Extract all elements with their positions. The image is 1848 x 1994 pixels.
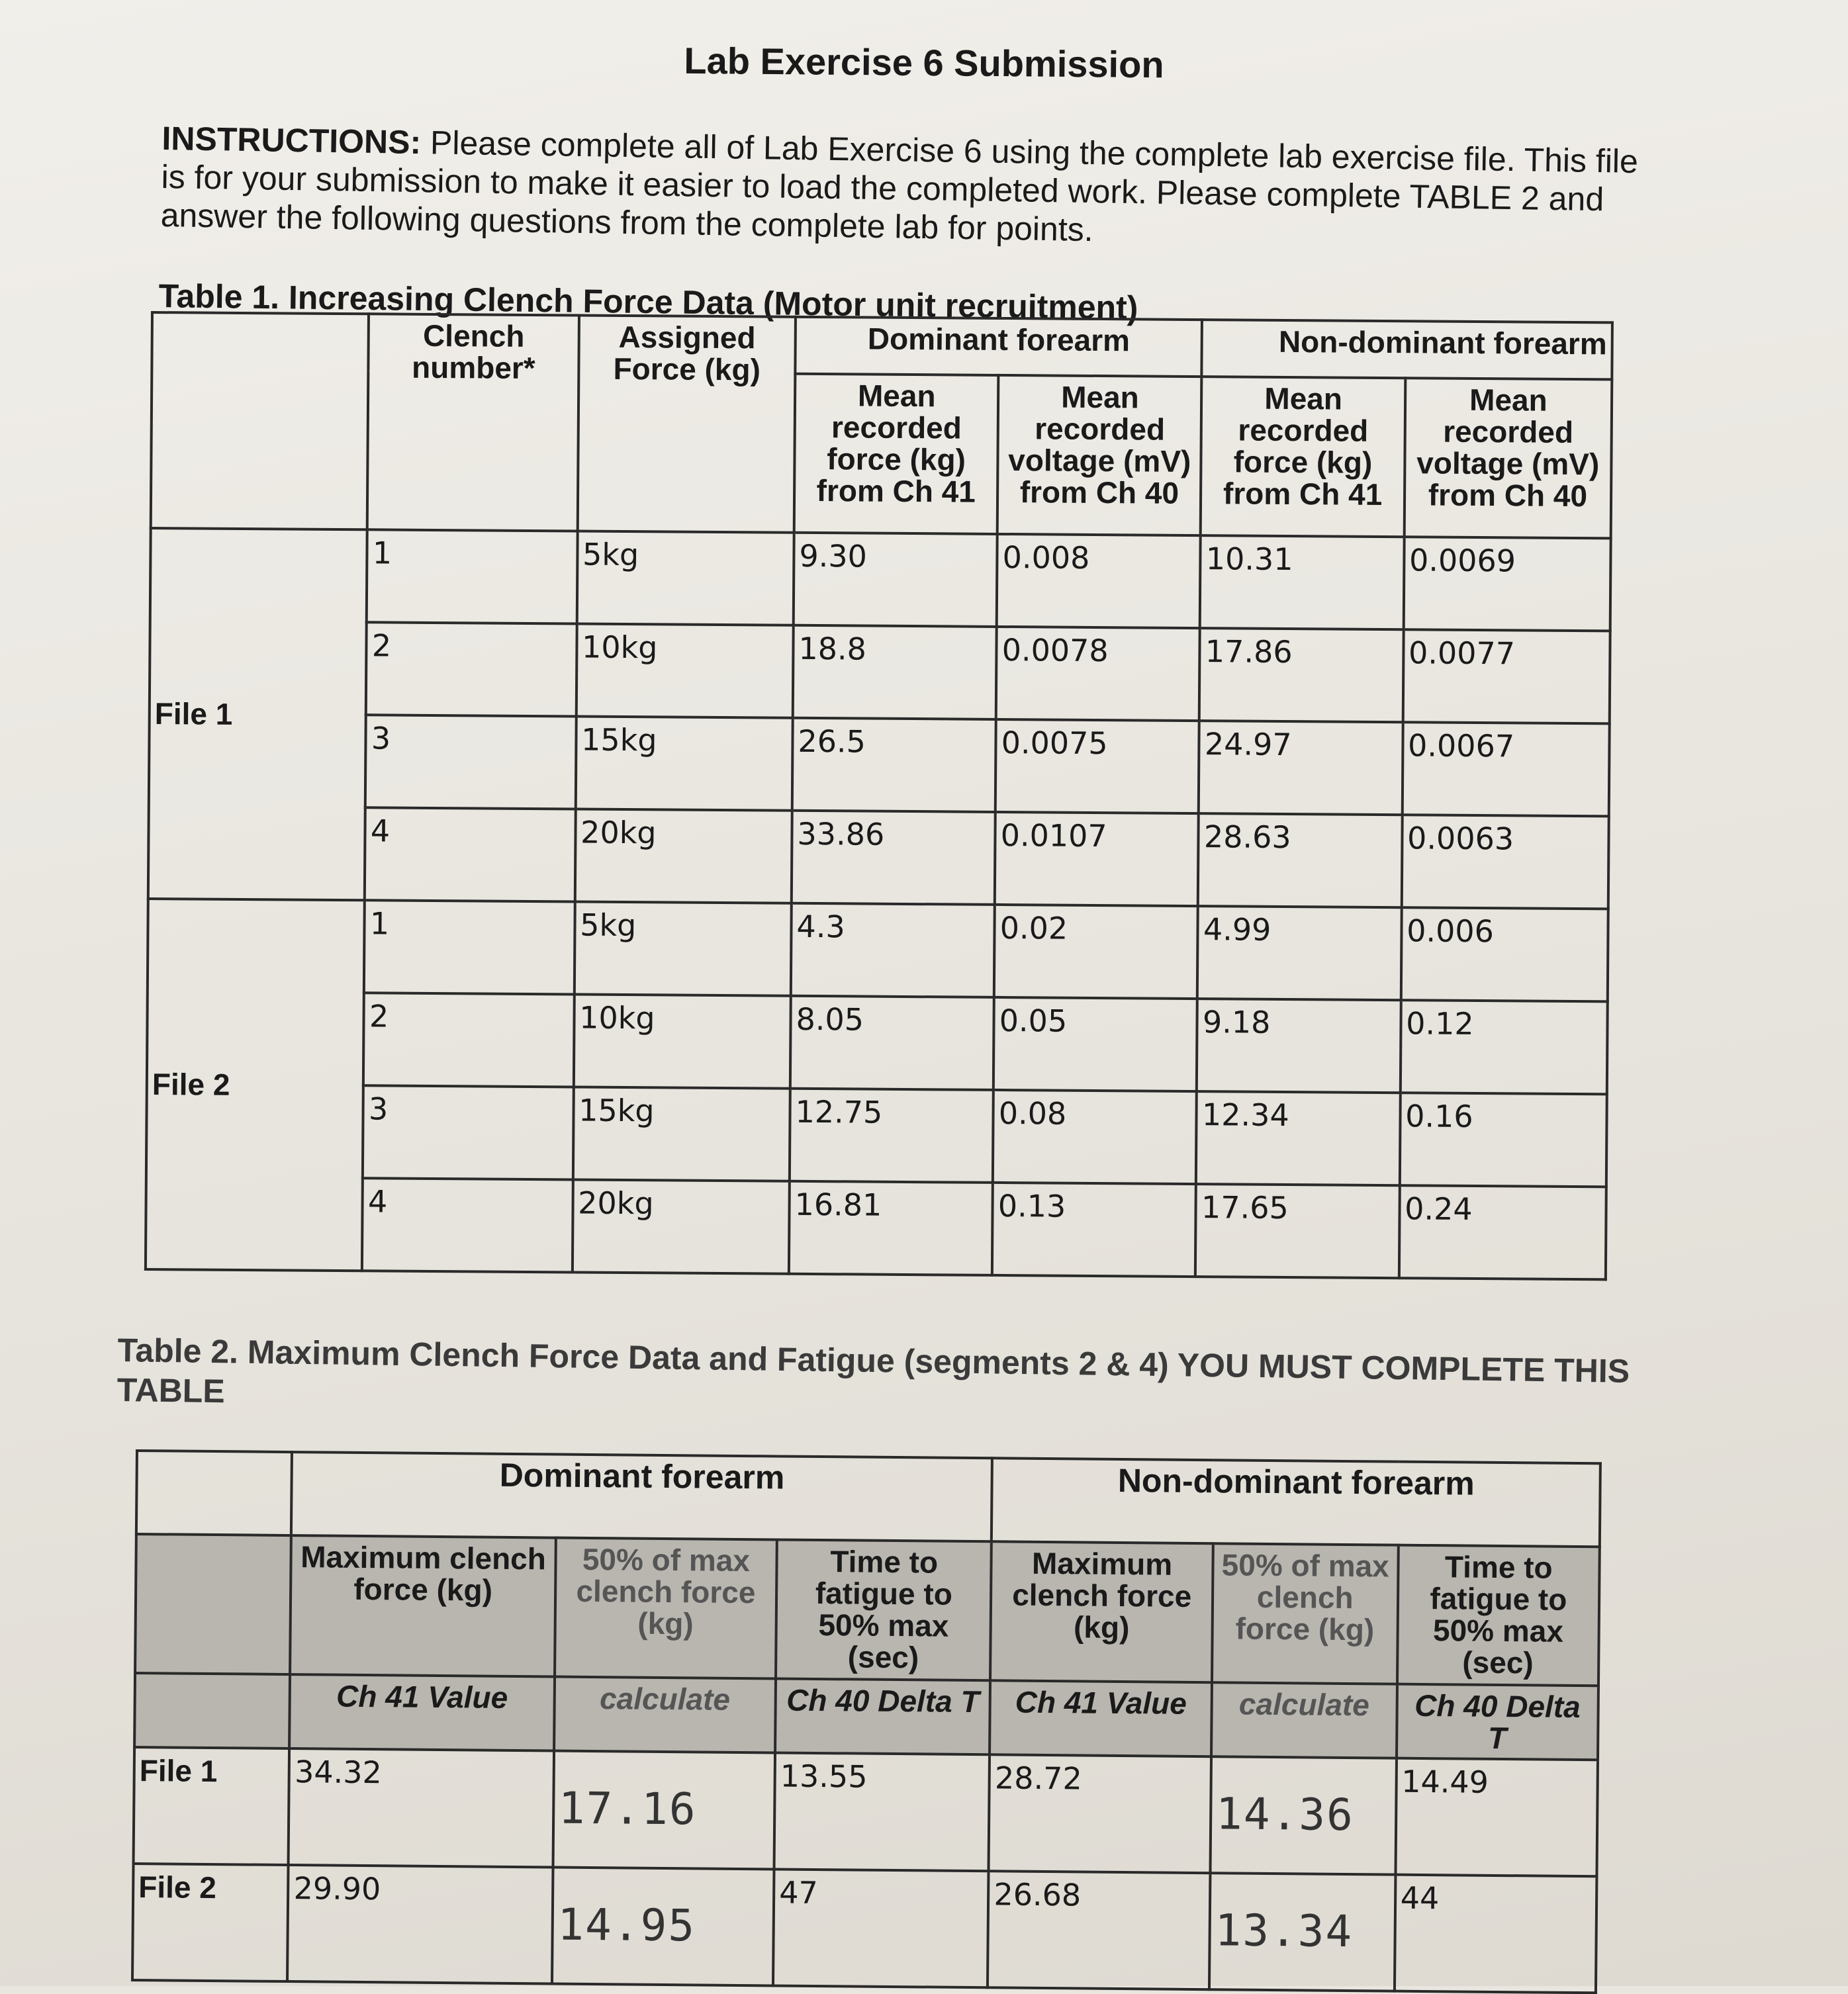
- table1-cell-nd-force: 4.99: [1197, 906, 1401, 1000]
- instructions-text: Please complete all of Lab Exercise 6 using the complete lab exercise file. This file is for your submission to make it easier to load the completed work. Please complete TABLE 2 and answer the following questions from the complete lab for points.: [160, 124, 1639, 249]
- table-row: [146, 1177, 1606, 1279]
- table2-cell-nd-half: [1209, 1873, 1395, 1991]
- table1-cell-dom-voltage: 0.0107: [995, 812, 1199, 906]
- table2-cell-dom-max: 34.32: [289, 1748, 554, 1867]
- page-title: Lab Exercise 6 Submission: [684, 39, 1164, 86]
- table1-cell-clench: 1: [364, 900, 575, 994]
- table1-cell-clench: 2: [363, 993, 574, 1087]
- table2-header-non-dominant: Non-dominant forearm: [992, 1458, 1600, 1547]
- table1-cell-assigned: 10kg: [573, 994, 790, 1088]
- table1-cell-dom-force: 18.8: [793, 625, 997, 719]
- table2-cell-nd-max: 26.68: [988, 1871, 1210, 1989]
- table1-cell-clench: 2: [366, 622, 577, 716]
- table1-header-dom-mean-force: Mean recorded force (kg) from Ch 41: [794, 374, 999, 534]
- table1-cell-nd-force: 12.34: [1196, 1091, 1400, 1185]
- table2-subheader-dom-ch40: Ch 40 Delta T: [775, 1678, 990, 1754]
- table1-header-nd-mean-voltage: Mean recorded voltage (mV) from Ch 40: [1404, 378, 1612, 538]
- table1-cell-dom-force: 9.30: [794, 533, 997, 627]
- handwritten-value: 13.34: [1215, 1905, 1354, 1958]
- table-row: [150, 621, 1610, 723]
- table1-cell-dom-force: 8.05: [790, 996, 994, 1090]
- table1-cell-nd-voltage: 0.16: [1399, 1093, 1606, 1187]
- table1-cell-nd-voltage: 0.24: [1399, 1185, 1606, 1279]
- table1-cell-nd-voltage: 0.12: [1400, 1000, 1607, 1094]
- table-row: [147, 991, 1608, 1094]
- table1-cell-nd-voltage: 0.0067: [1402, 722, 1609, 816]
- table2-subheader-nd-ch41: Ch 41 Value: [990, 1680, 1211, 1756]
- table-row: [134, 1747, 1598, 1876]
- table1-cell-nd-voltage: 0.0069: [1403, 537, 1610, 631]
- table2-subheader-blank: [134, 1673, 290, 1748]
- table2-subheader-nd-ch40: Ch 40 Delta T: [1397, 1684, 1598, 1760]
- table2-cell-nd-max: 28.72: [989, 1754, 1211, 1873]
- table1-cell-nd-force: 17.65: [1195, 1184, 1399, 1278]
- table1-cell-assigned: 5kg: [574, 901, 791, 995]
- table1-header-assigned-force: Assigned Force (kg): [577, 316, 796, 533]
- table1-file-label: File 2: [146, 899, 365, 1271]
- table1-cell-assigned: 20kg: [575, 809, 792, 903]
- table1-cell-dom-voltage: 0.0075: [995, 719, 1199, 813]
- table1-cell-clench: 4: [362, 1178, 573, 1272]
- table2-cell-dom-time: 13.55: [774, 1752, 990, 1871]
- table2-file-label: File 1: [134, 1747, 290, 1865]
- table1-cell-dom-voltage: 0.02: [994, 905, 1198, 999]
- table1-cell-dom-force: 4.3: [791, 903, 995, 997]
- table2-header-nd-half: 50% of max clench force (kg): [1212, 1543, 1399, 1684]
- table2-header-nd-max: Maximum clench force (kg): [990, 1541, 1213, 1682]
- table1-cell-dom-force: 33.86: [792, 811, 995, 905]
- table1-cell-clench: 4: [365, 807, 575, 901]
- table2-max-clench-fatigue: [131, 1449, 1602, 1994]
- table1-clench-force: [144, 311, 1614, 1281]
- table1-cell-nd-voltage: 0.006: [1401, 907, 1608, 1001]
- table2-cell-dom-half: [552, 1868, 774, 1986]
- table2-caption: Table 2. Maximum Clench Force Data and Fatigue (segments 2 & 4) YOU MUST COMPLETE THIS TABLE: [116, 1331, 1630, 1410]
- table2-cell-nd-half: [1210, 1756, 1396, 1874]
- table1-cell-dom-voltage: 0.08: [993, 1090, 1197, 1184]
- table-row: [132, 1864, 1596, 1993]
- handwritten-value: 17.16: [558, 1782, 697, 1835]
- table1-corner: [151, 312, 369, 529]
- table2-file-label: File 2: [132, 1864, 289, 1981]
- table2-header-nd-time: Time to fatigue to 50% max (sec): [1397, 1545, 1600, 1686]
- table1-header-nd-mean-force: Mean recorded force (kg) from Ch 41: [1201, 377, 1405, 537]
- table1-cell-assigned: 15kg: [575, 716, 792, 810]
- table2-cell-dom-max: 29.90: [287, 1865, 553, 1983]
- table-row: [148, 899, 1608, 1001]
- handwritten-value: 14.36: [1215, 1788, 1355, 1841]
- table1-cell-nd-voltage: 0.0063: [1401, 815, 1608, 909]
- table1-cell-nd-voltage: 0.0077: [1403, 629, 1610, 723]
- instructions-paragraph: [160, 119, 1651, 257]
- table1-cell-clench: 3: [365, 715, 576, 809]
- table-row: [146, 1084, 1607, 1187]
- table2-header-dom-half: 50% of max clench force (kg): [555, 1538, 777, 1679]
- table2-cell-dom-half: [553, 1751, 775, 1870]
- table2-cell-dom-time: 47: [773, 1869, 989, 1987]
- table2-header-dominant: Dominant forearm: [291, 1452, 992, 1541]
- table1-cell-dom-force: 26.5: [792, 718, 996, 812]
- table-row: [149, 713, 1610, 816]
- table2-subheader-nd-calc: calculate: [1211, 1682, 1397, 1758]
- table1-body: [146, 528, 1611, 1279]
- table-row: [148, 806, 1609, 909]
- table1-cell-dom-voltage: 0.13: [992, 1183, 1196, 1277]
- table1-header-dominant: Dominant forearm: [795, 317, 1202, 377]
- handwritten-value: 14.95: [557, 1899, 696, 1952]
- table1-cell-dom-force: 16.81: [789, 1181, 993, 1275]
- table1-cell-clench: 1: [367, 529, 577, 623]
- table-row: [150, 528, 1611, 631]
- table1-cell-nd-force: 10.31: [1200, 535, 1404, 629]
- table2-header-dom-max: Maximum clench force (kg): [290, 1535, 555, 1676]
- table1-cell-dom-force: 12.75: [790, 1089, 993, 1183]
- table1-file-label: File 1: [148, 528, 367, 900]
- table1-cell-nd-force: 28.63: [1198, 813, 1402, 907]
- table2-header-blank: [135, 1534, 291, 1674]
- table1-header-clench-number: Clench number*: [367, 314, 579, 531]
- table1-cell-assigned: 20kg: [573, 1179, 790, 1273]
- table1-header-non-dominant: Non-dominant forearm: [1202, 320, 1612, 379]
- table2-corner: [136, 1451, 292, 1535]
- table2-subheader-dom-ch41: Ch 41 Value: [289, 1674, 554, 1750]
- table2-subheader-dom-calc: calculate: [554, 1677, 776, 1753]
- table1-header-dom-mean-voltage: Mean recorded voltage (mV) from Ch 40: [997, 375, 1202, 535]
- table2-cell-nd-time: 44: [1394, 1875, 1596, 1993]
- table1-cell-clench: 3: [363, 1085, 573, 1179]
- table1-cell-nd-force: 24.97: [1199, 721, 1403, 815]
- table1-cell-dom-voltage: 0.008: [997, 534, 1201, 628]
- instructions-label: INSTRUCTIONS:: [162, 119, 422, 161]
- table1-cell-dom-voltage: 0.0078: [996, 627, 1200, 721]
- table2-body: [132, 1747, 1598, 1993]
- table1-caption: Table 1. Increasing Clench Force Data (Motor unit recruitment): [158, 277, 1138, 327]
- table1-cell-nd-force: 17.86: [1199, 628, 1403, 722]
- table2-cell-nd-time: 14.49: [1395, 1758, 1598, 1877]
- table1-cell-assigned: 10kg: [576, 624, 793, 718]
- table2-header-dom-time: Time to fatigue to 50% max (sec): [776, 1539, 992, 1680]
- table1-cell-nd-force: 9.18: [1197, 999, 1401, 1093]
- table1-cell-assigned: 5kg: [577, 531, 794, 625]
- table1-cell-dom-voltage: 0.05: [993, 997, 1197, 1091]
- table1-cell-assigned: 15kg: [573, 1087, 790, 1181]
